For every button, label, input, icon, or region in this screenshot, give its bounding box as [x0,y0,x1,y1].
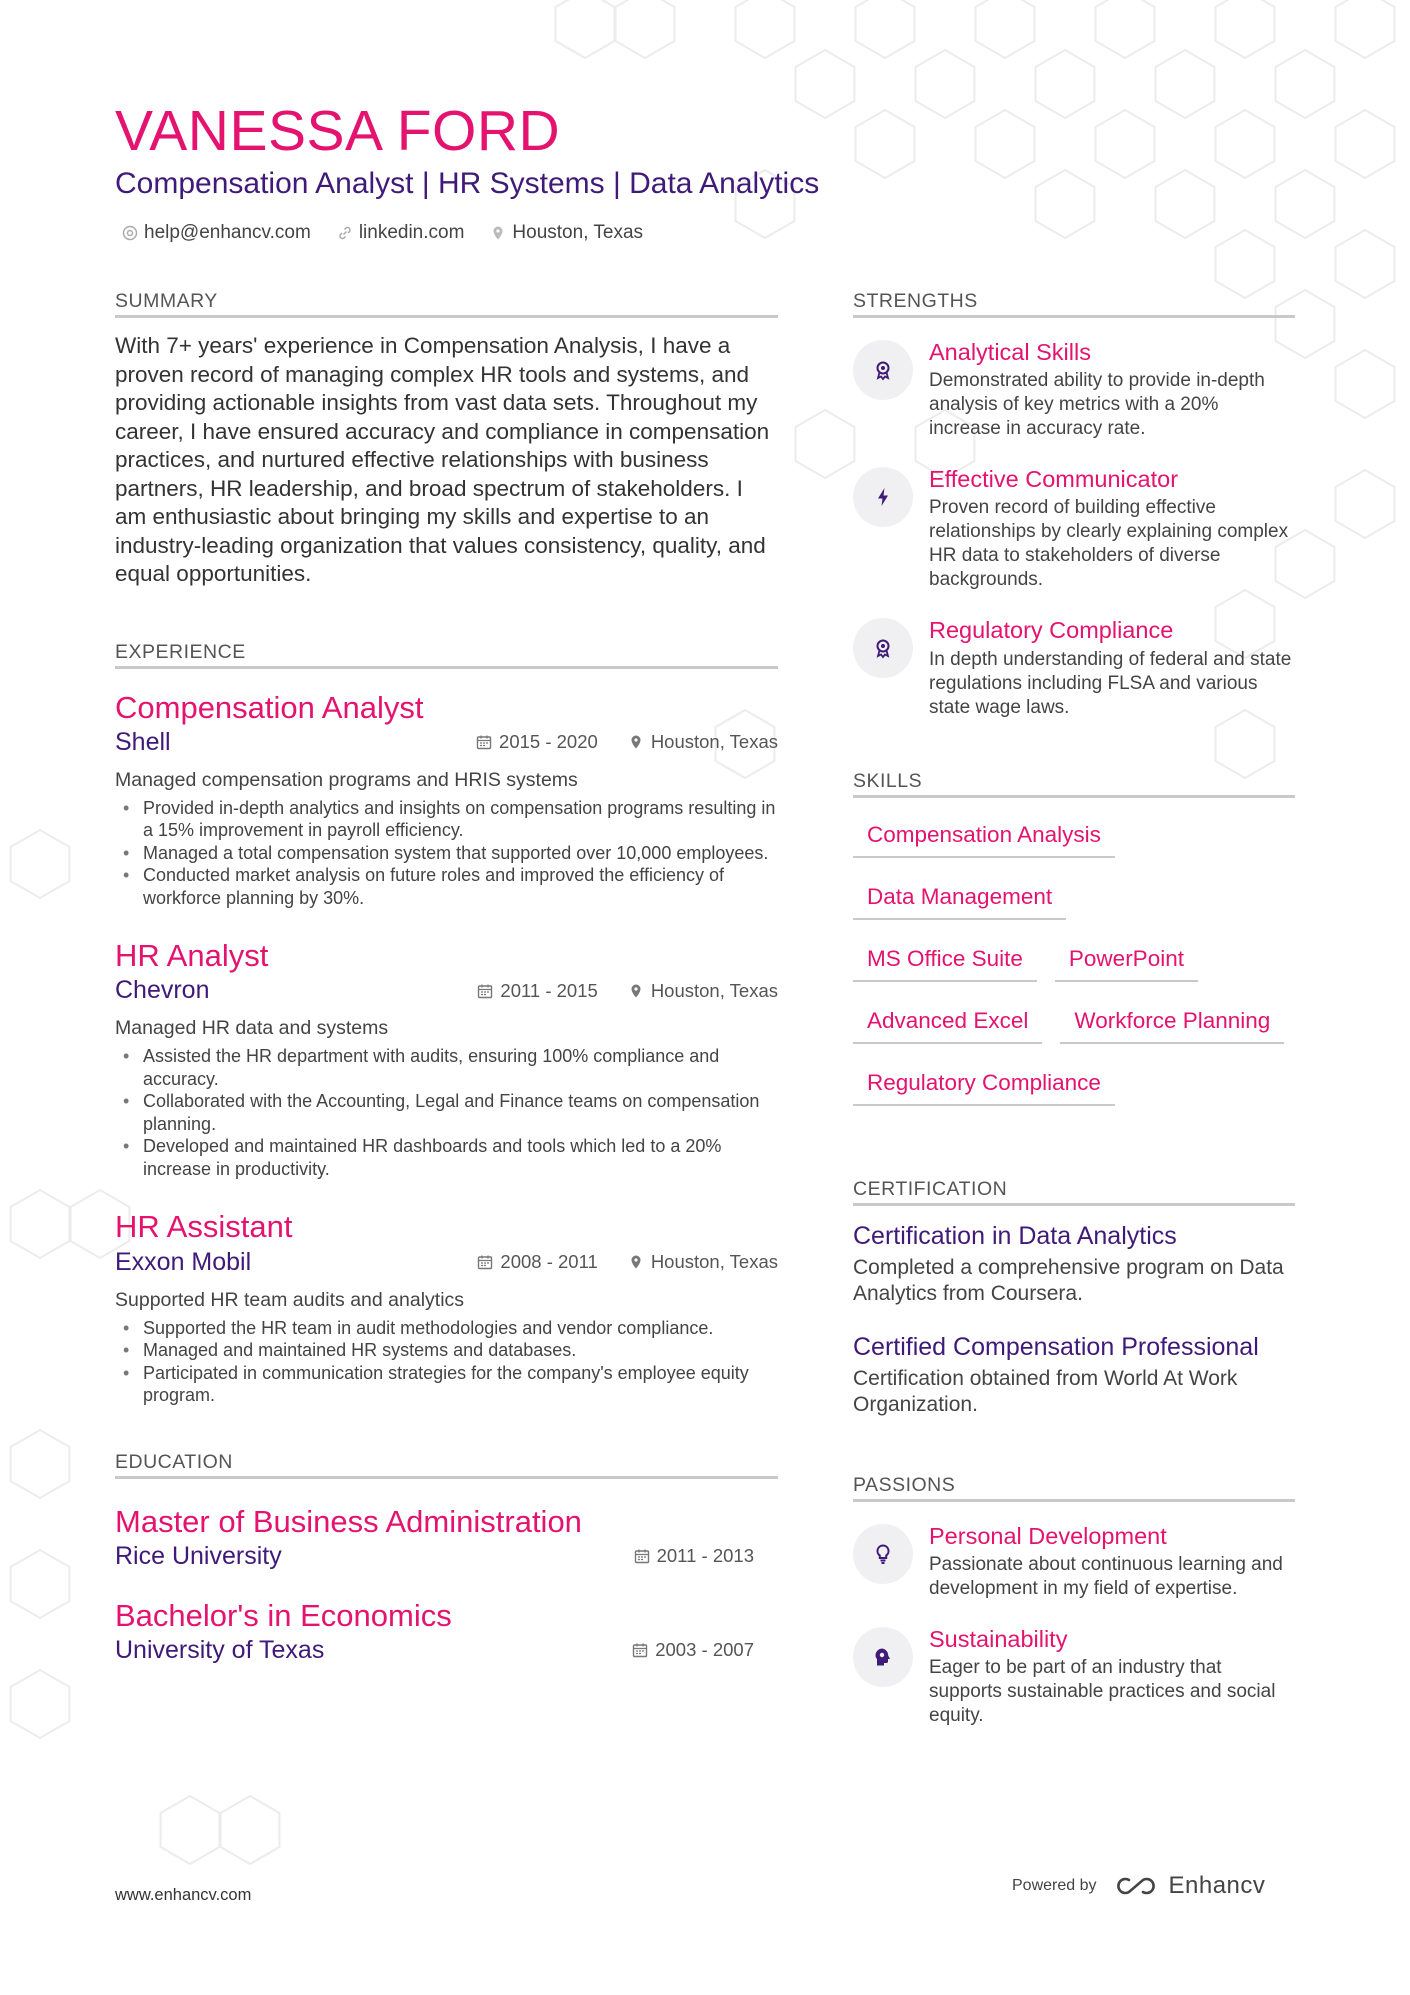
left-column [115,290,778,1665]
strength-item [853,467,1295,592]
job-location: Houston, Texas [650,979,778,1001]
contact-email[interactable] [122,222,311,244]
job-title: Compensation Analyst [115,689,424,725]
calendar-icon [632,1642,648,1658]
job-bullet: • Provided in-depth analytics and insights on compensation programs resulting in a 15% improvement in payroll efficiency. [115,797,778,842]
company-name: Shell [115,727,171,756]
lightbulb-icon [871,1542,895,1566]
summary-heading: SUMMARY [115,290,778,318]
footer-branding [1012,1872,1265,1900]
company-name: Chevron [115,976,210,1005]
job-title: HR Analyst [115,938,269,974]
education-heading: EDUCATION [115,1451,778,1479]
award-icon [871,358,895,382]
certification-item [853,1333,1295,1418]
job-bullets [115,1317,778,1407]
passion-item [853,1524,1295,1601]
job-description: Supported HR team audits and analytics [115,1288,465,1311]
candidate-name: VANESSA FORD [115,99,561,163]
passion-item [853,1627,1295,1728]
job-bullet: • Collaborated with the Accounting, Legal and Finance teams on compensation planning. [115,1090,778,1135]
job-dates: 2008 - 2011 [500,1251,598,1273]
passion-title: Sustainability [929,1625,1068,1652]
right-column [853,290,1295,1728]
certification-description: Completed a comprehensive program on Data Analytics from Coursera. [853,1255,1284,1305]
skill-tag: Advanced Excel [853,1002,1042,1044]
linkedin-text: linkedin.com [358,222,465,243]
certification-description: Certification obtained from World At Work Organization. [853,1366,1238,1416]
strength-item [853,618,1295,719]
location-pin-icon [490,225,506,241]
job-entry [115,689,778,910]
certification-item [853,1222,1295,1307]
passions-section [853,1474,1295,1728]
contact-linkedin[interactable] [337,222,465,244]
job-bullets [115,797,778,910]
skills-section [853,770,1295,1106]
school-name: Rice University [115,1541,282,1570]
experience-heading: EXPERIENCE [115,641,778,669]
passions-heading: PASSIONS [853,1474,1295,1502]
calendar-icon [477,983,493,999]
passion-title: Personal Development [929,1522,1167,1549]
job-entry [115,1208,778,1406]
skill-tag: Compensation Analysis [853,816,1115,858]
certification-section [853,1178,1295,1418]
passion-description: Passionate about continuous learning and development in my field of expertise. [929,1553,1283,1599]
skill-tag: MS Office Suite [853,940,1037,982]
enhancv-logo-icon [1113,1873,1159,1899]
strength-description: Demonstrated ability to provide in-depth analysis of key metrics with a 20% increase in accuracy rate. [929,370,1265,440]
at-icon [122,225,138,241]
brand-name: Enhancv [1168,1872,1266,1899]
education-section [115,1451,778,1665]
strength-title: Regulatory Compliance [929,617,1174,644]
education-dates: 2011 - 2013 [656,1545,754,1567]
certification-title: Certification in Data Analytics [853,1221,1177,1250]
footer-website[interactable]: www.enhancv.com [115,1886,252,1904]
job-bullet: • Conducted market analysis on future roles and improved the efficiency of workforce planning by 30%. [115,864,778,909]
job-bullet: • Managed a total compensation system that supported over 10,000 employees. [115,842,778,865]
calendar-icon [476,734,492,750]
job-description: Managed HR data and systems [115,1017,389,1040]
education-entry [115,1503,778,1571]
skills-list [853,816,1295,1106]
job-dates: 2011 - 2015 [500,979,598,1001]
strength-title: Analytical Skills [929,339,1091,365]
strength-description: In depth understanding of federal and state regulations including FLSA and various state wage laws. [929,648,1292,718]
calendar-icon [634,1548,650,1564]
email-text: help@enhancv.com [144,222,311,243]
job-dates: 2015 - 2020 [499,731,598,753]
skill-tag: Regulatory Compliance [853,1064,1115,1106]
certification-title: Certified Compensation Professional [853,1332,1259,1361]
location-pin-icon [628,734,644,750]
brand-logo[interactable] [1113,1872,1266,1900]
school-name: University of Texas [115,1635,325,1664]
company-name: Exxon Mobil [115,1247,252,1276]
strength-title: Effective Communicator [929,466,1179,493]
experience-section [115,641,778,1407]
contact-bar [122,222,643,244]
location-text: Houston, Texas [512,222,644,243]
powered-by-text: Powered by [1012,1877,1097,1894]
degree-title: Master of Business Administration [115,1503,582,1539]
headline: Compensation Analyst | HR Systems | Data Analytics [115,167,820,200]
education-dates: 2003 - 2007 [655,1639,754,1661]
strength-item [853,340,1295,441]
skill-tag: Workforce Planning [1060,1002,1284,1044]
strength-description: Proven record of building effective relationships by clearly explaining complex HR data to stakeholders of diverse backgrounds. [929,497,1289,591]
strengths-heading: STRENGTHS [853,290,1295,318]
skill-tag: Data Management [853,878,1066,920]
job-bullet: • Developed and maintained HR dashboards and tools which led to a 20% increase in productivity. [115,1135,778,1180]
award-icon [871,636,895,660]
degree-title: Bachelor's in Economics [115,1597,452,1633]
job-bullet: • Participated in communication strategies for the company's employee equity program. [115,1362,778,1407]
job-bullet: • Assisted the HR department with audits, ensuring 100% compliance and accuracy. [115,1045,778,1090]
strengths-section [853,290,1295,720]
job-bullets [115,1045,778,1180]
job-entry [115,937,778,1180]
summary-section [115,290,778,589]
passion-description: Eager to be part of an industry that supports sustainable practices and social equity. [929,1656,1276,1726]
brain-icon [871,1645,895,1669]
job-location: Houston, Texas [650,1251,778,1273]
lightning-icon [871,485,895,509]
job-location: Houston, Texas [650,731,778,753]
certification-heading: CERTIFICATION [853,1178,1295,1206]
location-pin-icon [628,1254,644,1270]
link-icon [337,225,353,241]
education-entry [115,1597,778,1665]
contact-location [490,222,643,244]
job-bullet: • Supported the HR team in audit methodologies and vendor compliance. [115,1317,778,1340]
skill-tag: PowerPoint [1055,940,1198,982]
summary-text: With 7+ years' experience in Compensation Analysis, I have a proven record of managing complex HR tools and systems, and providing actionable insights from vast data sets. Throughout my career, I have ensured accuracy and compliance in compensation practices, and nurtured effective relationships with business partners, HR leadership, and broad spectrum of stakeholders. I am enthusiastic about bringing my skills and expertise to an industry-leading organization that values consistency, quality, and equal opportunities. [115,333,770,586]
skills-heading: SKILLS [853,770,1295,798]
calendar-icon [477,1254,493,1270]
job-title: HR Assistant [115,1209,293,1245]
job-description: Managed compensation programs and HRIS systems [115,768,578,791]
job-bullet: • Managed and maintained HR systems and databases. [115,1339,778,1362]
location-pin-icon [628,983,644,999]
